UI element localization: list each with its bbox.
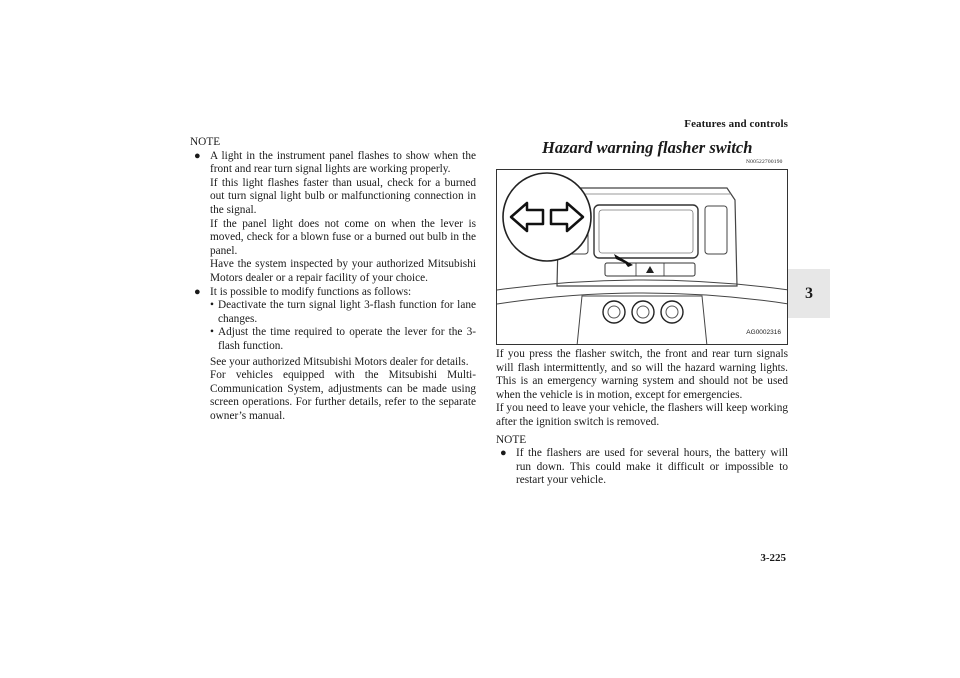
pointer-arrow-icon xyxy=(614,254,633,267)
note-bullet xyxy=(496,447,788,488)
note-label: NOTE xyxy=(496,433,527,446)
paragraph: See your authorized Mitsubishi Motors dealer for details. xyxy=(210,355,469,368)
hazard-button-icon xyxy=(646,266,654,273)
paragraph: If the flashers are used for several hours, the battery will run down. This could make it difficult or impossible to restart your vehicle. xyxy=(516,447,788,487)
sub-bullet-icon: • xyxy=(210,326,214,339)
paragraph: Have the system inspected by your authorized Mitsubishi Motors dealer or a repair facility of your choice. xyxy=(210,258,476,284)
bullet-icon: ● xyxy=(500,447,507,460)
sub-item-text: Deactivate the turn signal light 3-flash function for lane changes. xyxy=(218,299,476,325)
ac-control-knobs xyxy=(603,301,683,323)
right-column xyxy=(496,139,788,488)
note-label: NOTE xyxy=(190,136,221,148)
paragraph: For vehicles equipped with the Mitsubishi Multi-Communication System, adjustments can be made using screen operations. For further details, refer to the separate owner’s manual. xyxy=(210,369,476,422)
left-column xyxy=(190,136,476,423)
bullet-icon: ● xyxy=(194,285,201,298)
reference-code: N00522700190 xyxy=(746,159,783,165)
paragraph: If you need to leave your vehicle, the flashers will keep working after the ignition switch is removed. xyxy=(496,402,788,428)
paragraph: If the panel light does not come on when the lever is moved, check for a blown fuse or a burned out bulb in the panel. xyxy=(210,217,476,257)
figure-label: AG0002316 xyxy=(746,329,781,337)
sub-item xyxy=(210,326,476,353)
chapter-tab: 3 xyxy=(788,269,830,318)
note-bullet-1 xyxy=(190,150,476,286)
paragraph: It is possible to modify functions as follows: xyxy=(210,285,412,298)
note-followup xyxy=(190,356,476,424)
page-number: 3-225 xyxy=(760,552,786,564)
note-block xyxy=(496,434,788,488)
paragraph: A light in the instrument panel flashes to show when the front and rear turn signal lights are working properly. xyxy=(210,149,476,176)
section-header: Features and controls xyxy=(684,118,788,130)
note-bullet-2 xyxy=(190,286,476,354)
paragraph: If this light flashes faster than usual, check for a burned out turn signal light bulb or malfunctioning connection in the signal. xyxy=(210,176,476,216)
sub-item xyxy=(210,299,476,326)
sub-item-text: Adjust the time required to operate the lever for the 3-flash function. xyxy=(218,326,476,352)
bullet-icon: ● xyxy=(194,149,201,162)
paragraph: If you press the flasher switch, the front and rear turn signals will flash intermittently, and so will the hazard warning lights. This is an emergency warning system and should not be used when the vehicle is in motion, except for emergencies. xyxy=(496,348,788,401)
turn-signal-arrows-callout xyxy=(503,173,591,261)
sub-bullet-icon: • xyxy=(210,299,214,312)
dashboard-drawing xyxy=(497,170,788,345)
body-text xyxy=(496,348,788,430)
section-title: Hazard warning flasher switch xyxy=(542,138,753,157)
hazard-switch-illustration xyxy=(496,169,788,345)
